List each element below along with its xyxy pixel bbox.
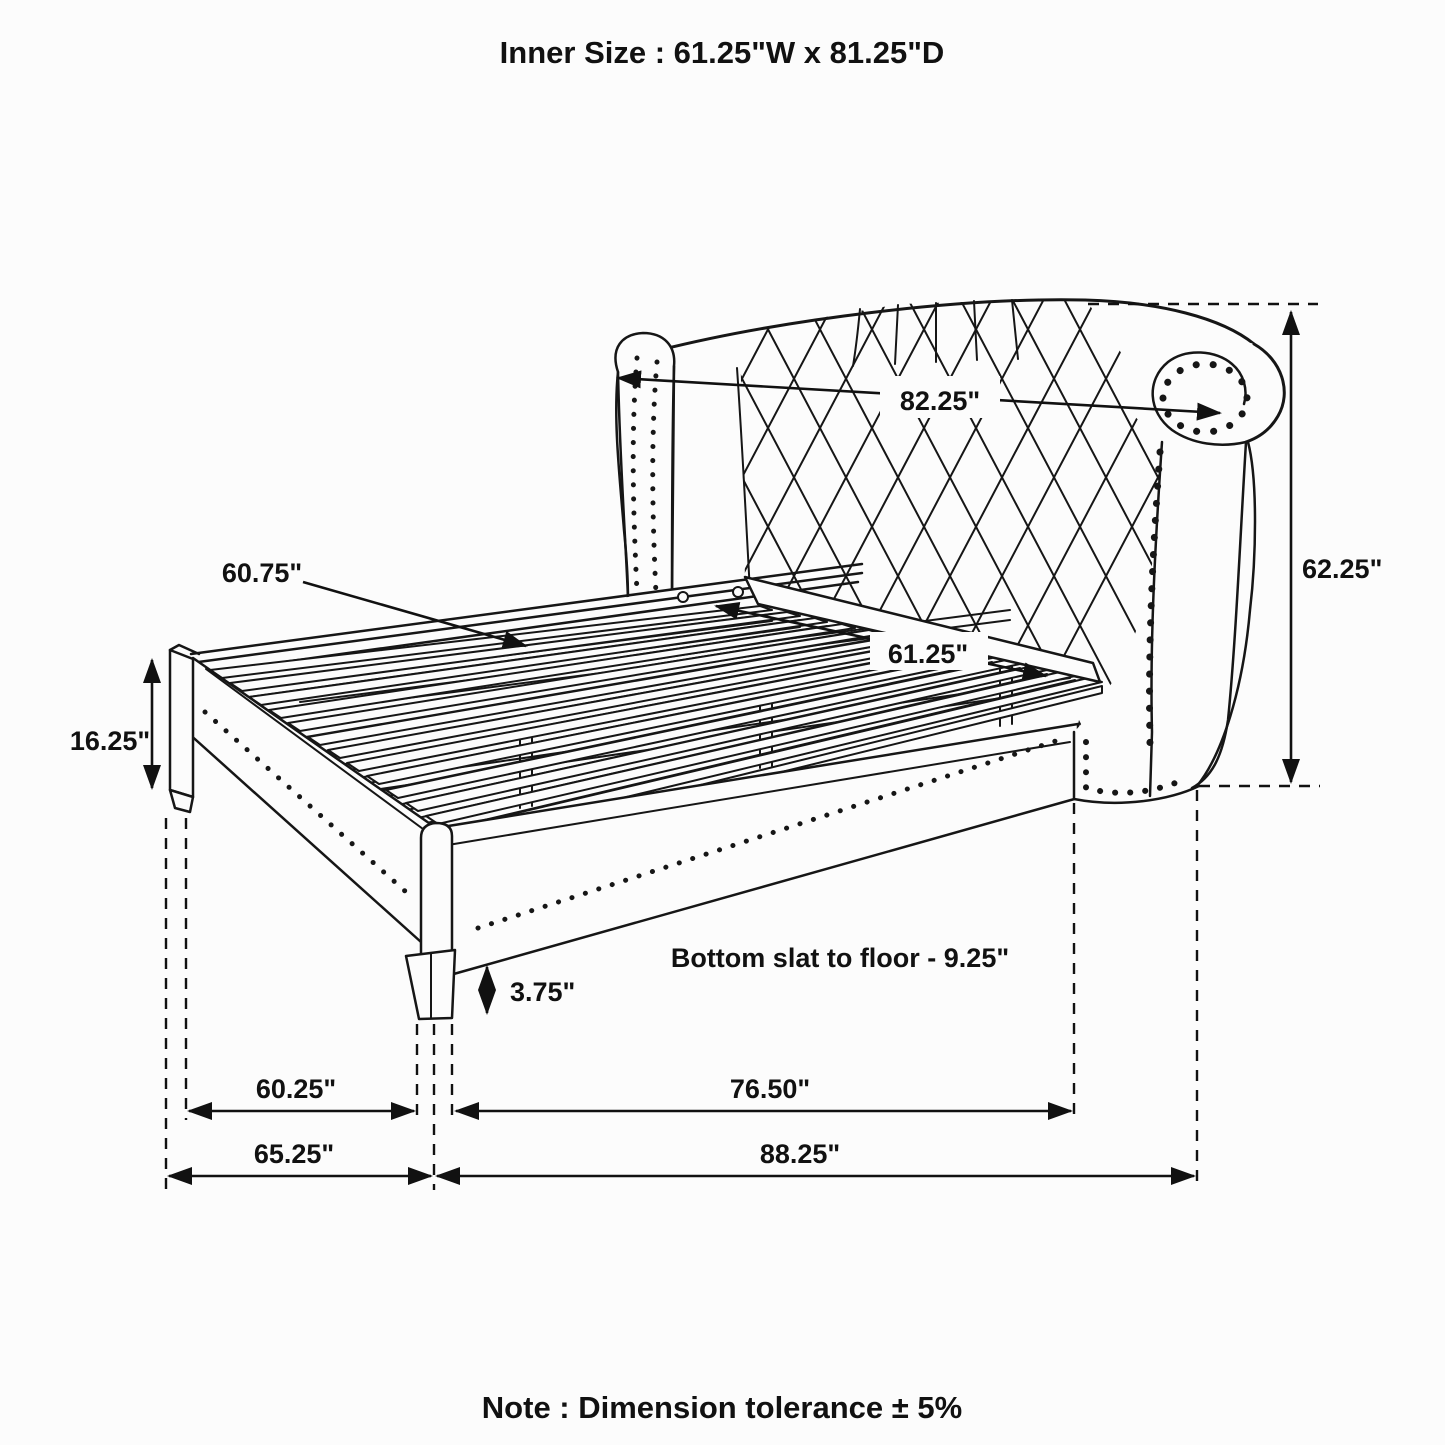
left-wing [616, 333, 750, 600]
slat-clearance-note: Bottom slat to floor - 9.25" [670, 943, 1010, 973]
dim-headboard-height [1291, 312, 1382, 782]
dim-label-leg-height: 3.75" [510, 977, 576, 1007]
dim-label-inner-width: 61.25" [887, 639, 969, 669]
right-wing [1074, 338, 1284, 803]
dim-label-overall-width: 65.25" [253, 1139, 335, 1169]
dim-leg-height [487, 967, 575, 1013]
dim-label-rail-height: 16.25" [69, 726, 151, 756]
dim-label-overall-depth: 88.25" [759, 1139, 841, 1169]
tolerance-note: Note : Dimension tolerance ± 5% [481, 1390, 963, 1425]
pleat-lines [853, 300, 1018, 366]
dim-rail-height [70, 660, 152, 788]
dim-label-headboard-width: 82.25" [899, 386, 981, 416]
dim-overall-width [169, 1139, 431, 1176]
dim-slat-length [222, 558, 526, 646]
bolt-hole [733, 587, 743, 597]
dim-leg-span-width [189, 1074, 414, 1111]
bolt-hole [678, 592, 688, 602]
dim-label-leg-span-depth: 76.50" [729, 1074, 811, 1104]
dim-label-headboard-height: 62.25" [1302, 554, 1383, 584]
dim-overall-depth [437, 1139, 1194, 1176]
dim-label-slat-length: 60.75" [221, 558, 303, 588]
dim-leg-span-depth [456, 1074, 1071, 1111]
page-title: Inner Size : 61.25"W x 81.25"D [499, 35, 945, 70]
dim-label-leg-span-width: 60.25" [255, 1074, 337, 1104]
